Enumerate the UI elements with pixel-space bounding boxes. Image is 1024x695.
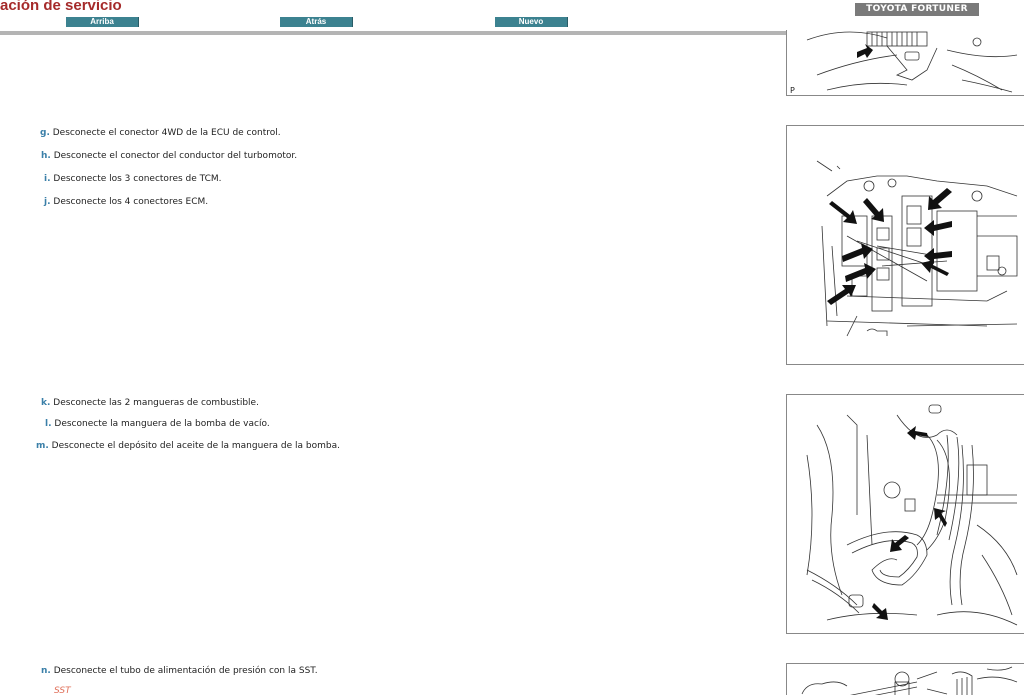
pressure-feed-tube-figure (786, 663, 1024, 695)
ecu-bracket-figure (786, 30, 1024, 96)
step-i (44, 174, 222, 184)
step-l (45, 419, 270, 429)
fuel-vacuum-hoses-illustration (787, 395, 1024, 634)
step-h (41, 151, 297, 161)
step-g (40, 128, 281, 138)
fuel-vacuum-hoses-figure (786, 394, 1024, 634)
sst-label: SST (54, 686, 71, 695)
nav-back-button[interactable]: Atrás (280, 17, 353, 27)
step-text: Desconecte los 4 conectores ECM. (53, 197, 209, 207)
step-text: Desconecte el conector del conductor del turbomotor. (53, 151, 298, 161)
ecu-bracket-illustration (787, 30, 1024, 96)
nav-up-button[interactable]: Arriba (66, 17, 139, 27)
step-text: Desconecte los 3 conectores de TCM. (53, 174, 222, 184)
ecm-tcm-connectors-illustration (787, 126, 1024, 365)
step-label: h. (41, 151, 51, 161)
step-k (41, 398, 259, 408)
step-label: l. (45, 419, 52, 429)
pressure-feed-tube-sst-illustration (787, 664, 1024, 695)
step-text: Desconecte las 2 mangueras de combustible. (53, 398, 259, 408)
nav-new-button[interactable]: Nuevo (495, 17, 568, 27)
page-title: ación de servicio (0, 0, 122, 14)
step-text: Desconecte la manguera de la bomba de vacío. (54, 419, 270, 429)
step-label: j. (44, 197, 51, 207)
step-label: n. (41, 666, 51, 676)
ecm-tcm-connectors-figure (786, 125, 1024, 365)
figure-corner-label: P (790, 86, 795, 95)
step-label: g. (40, 128, 50, 138)
step-m (36, 441, 340, 451)
arrow-icons (827, 188, 952, 305)
step-j (44, 197, 208, 207)
step-label: i. (44, 174, 51, 184)
model-badge: TOYOTA FORTUNER (855, 3, 979, 16)
arrow-icons (872, 426, 947, 620)
step-text: Desconecte el conector 4WD de la ECU de control. (52, 128, 281, 138)
step-n (41, 666, 318, 676)
step-label: m. (36, 441, 49, 451)
step-text: Desconecte el depósito del aceite de la manguera de la bomba. (51, 441, 340, 451)
step-text: Desconecte el tubo de alimentación de presión con la SST. (53, 666, 318, 676)
step-label: k. (41, 398, 51, 408)
